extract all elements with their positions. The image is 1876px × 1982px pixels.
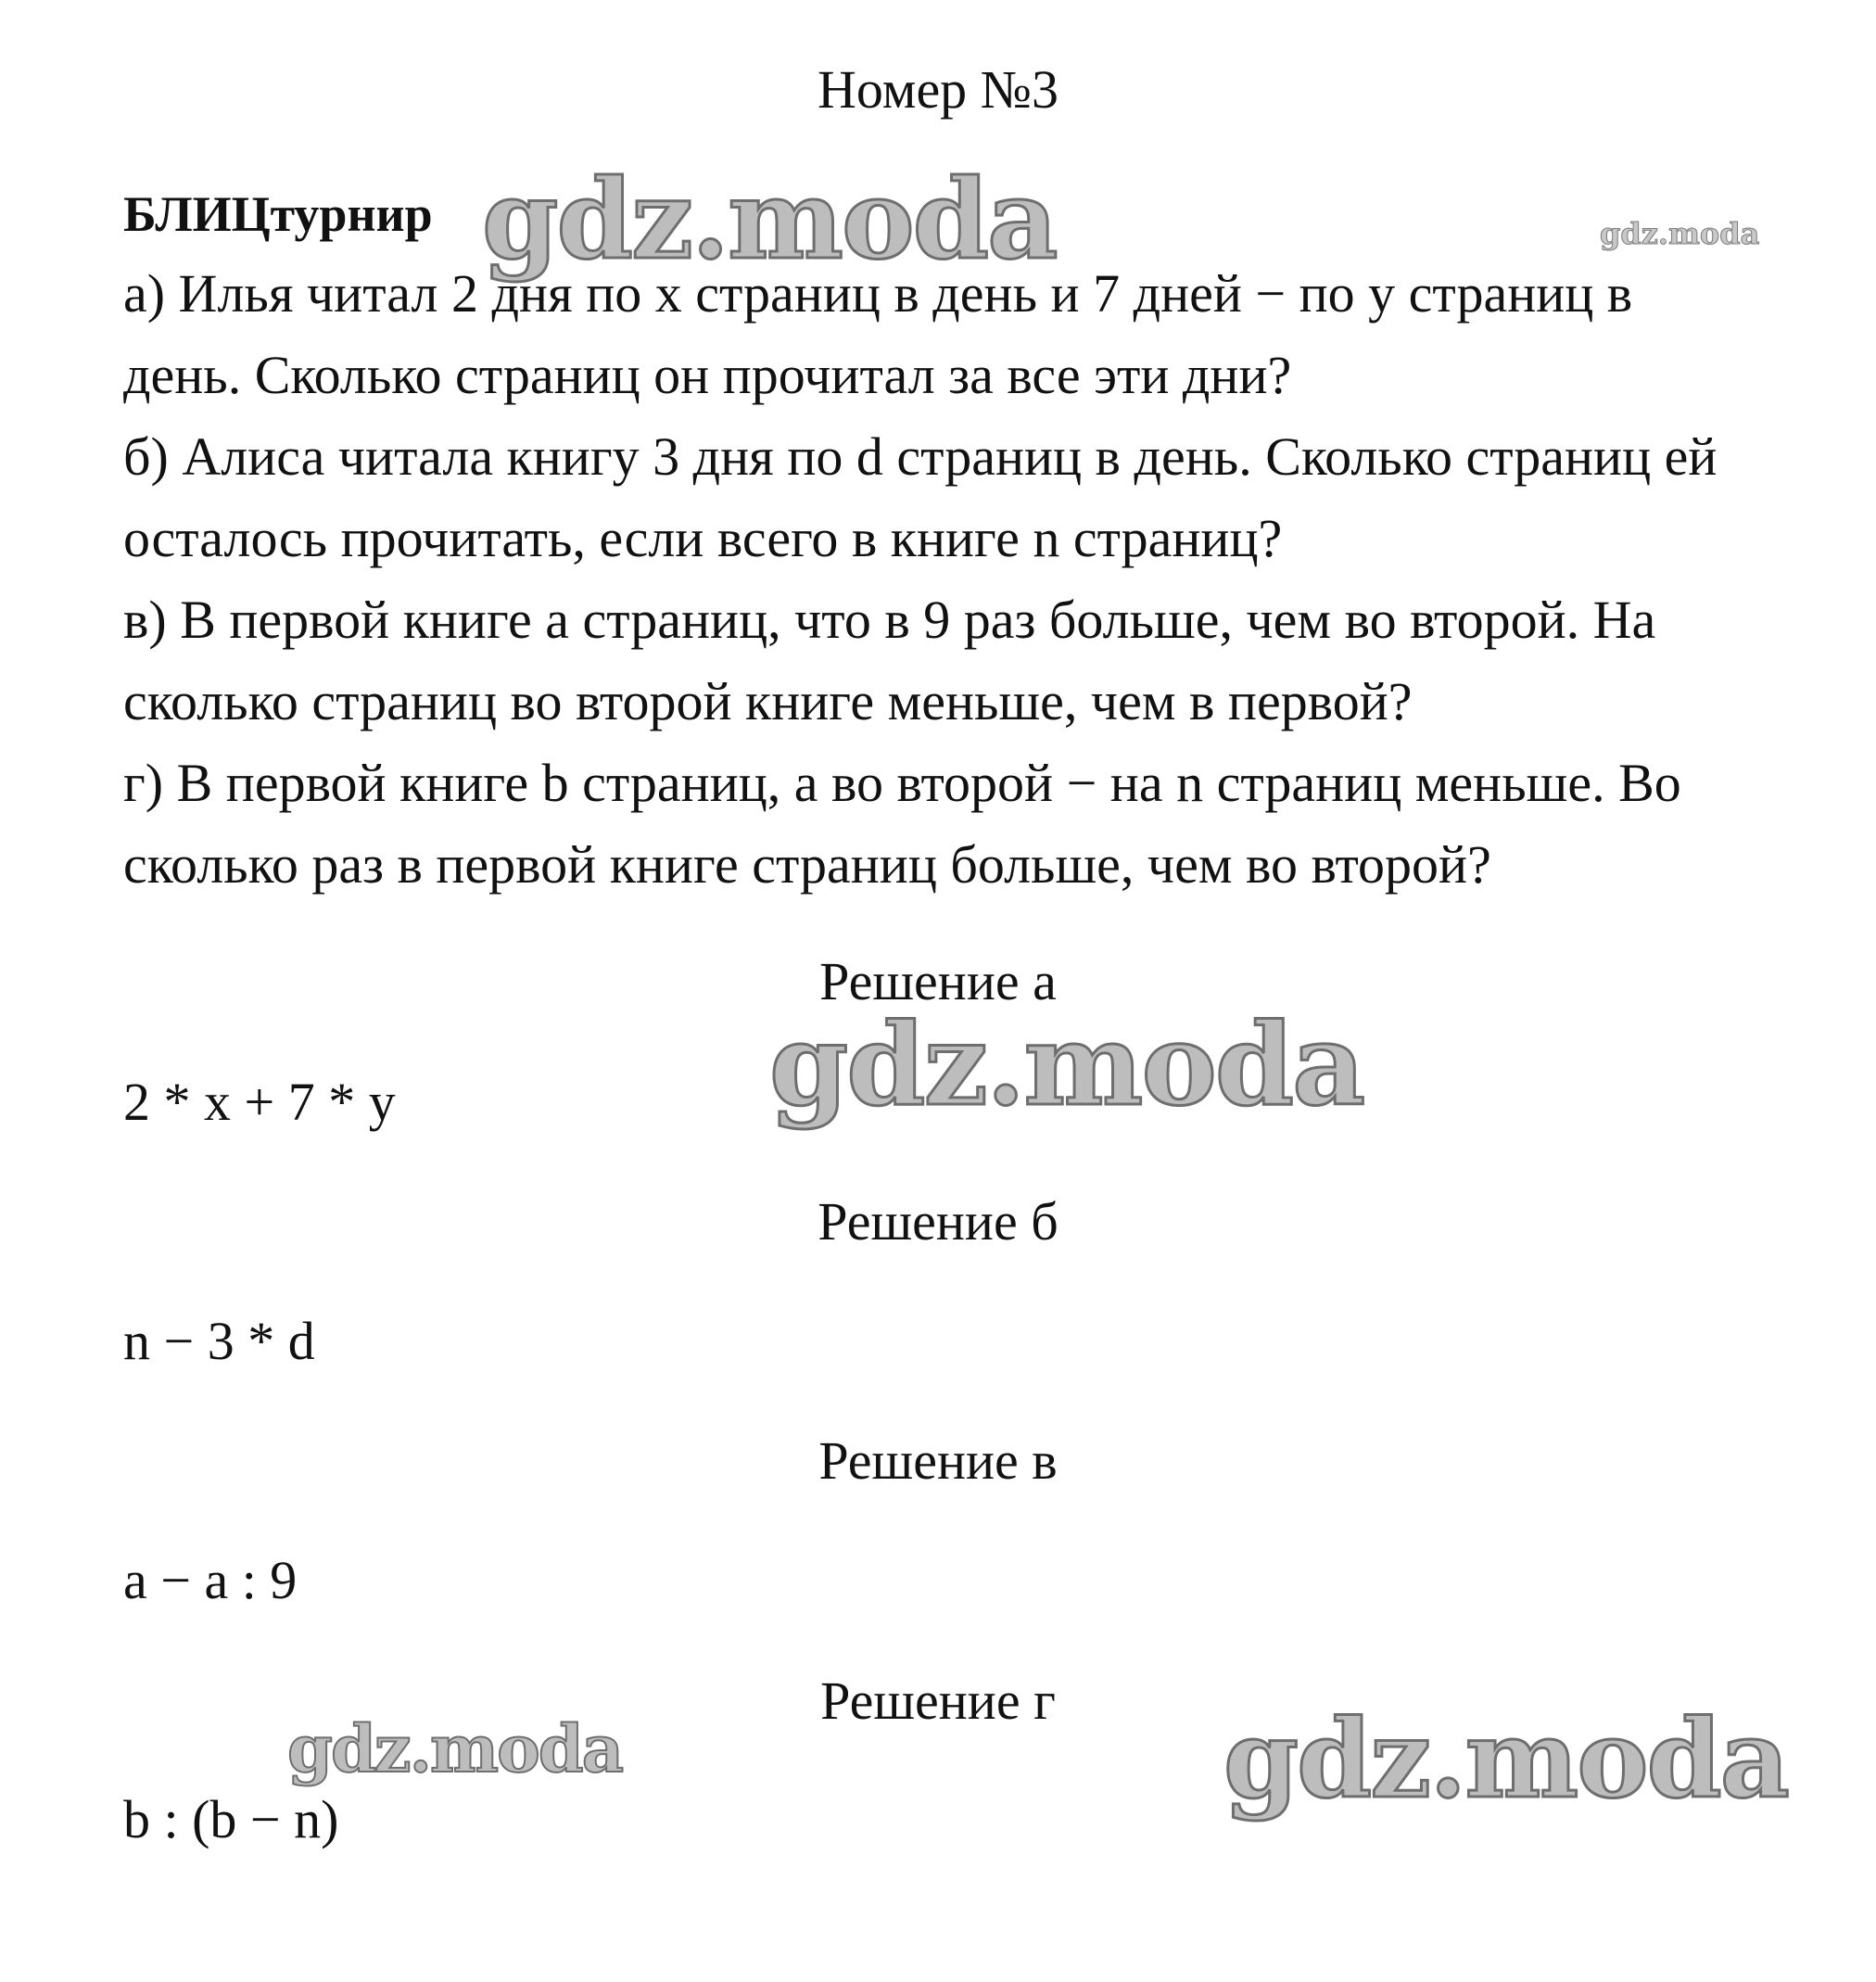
watermark-logo: gdz.moda [482,155,1057,284]
page-title: Номер №3 [817,59,1059,120]
problem-line: день. Сколько страниц он прочитал за все эти дни? [123,345,1292,405]
solution-formula-a: 2 * x + 7 * y [123,1072,396,1132]
problem-line: сколько раз в первой книге страниц больше, чем во второй? [123,834,1491,895]
problem-line: осталось прочитать, если всего в книге n страниц? [123,508,1283,568]
problem-line: а) Илья читал 2 дня по x страниц в день и 7 дней − по y страниц в [123,263,1633,324]
watermark-logo: gdz.moda [1223,1696,1788,1823]
section-heading: БЛИЦтурнир [123,186,433,242]
problem-line: сколько страниц во второй книге меньше, чем в первой? [123,671,1413,731]
solution-formula-c: a − a : 9 [123,1550,298,1610]
solution-heading-d: Решение г [820,1671,1056,1731]
solution-heading-b: Решение б [818,1191,1058,1251]
solution-heading-a: Решение а [819,951,1057,1011]
problem-line: г) В первой книге b страниц, а во второй − на n страниц меньше. Во [123,753,1681,813]
watermark-logo: gdz.moda [1600,216,1760,251]
problem-line: в) В первой книге a страниц, что в 9 раз больше, чем во второй. На [123,590,1656,650]
solution-formula-d: b : (b − n) [123,1789,339,1849]
problem-line: б) Алиса читала книгу 3 дня по d страниц в день. Сколько страниц ей [123,426,1718,487]
watermark-logo: gdz.moda [287,1710,623,1787]
watermark-logo: gdz.moda [769,997,1364,1131]
solution-heading-c: Решение в [818,1430,1058,1491]
solution-formula-b: n − 3 * d [123,1311,315,1371]
